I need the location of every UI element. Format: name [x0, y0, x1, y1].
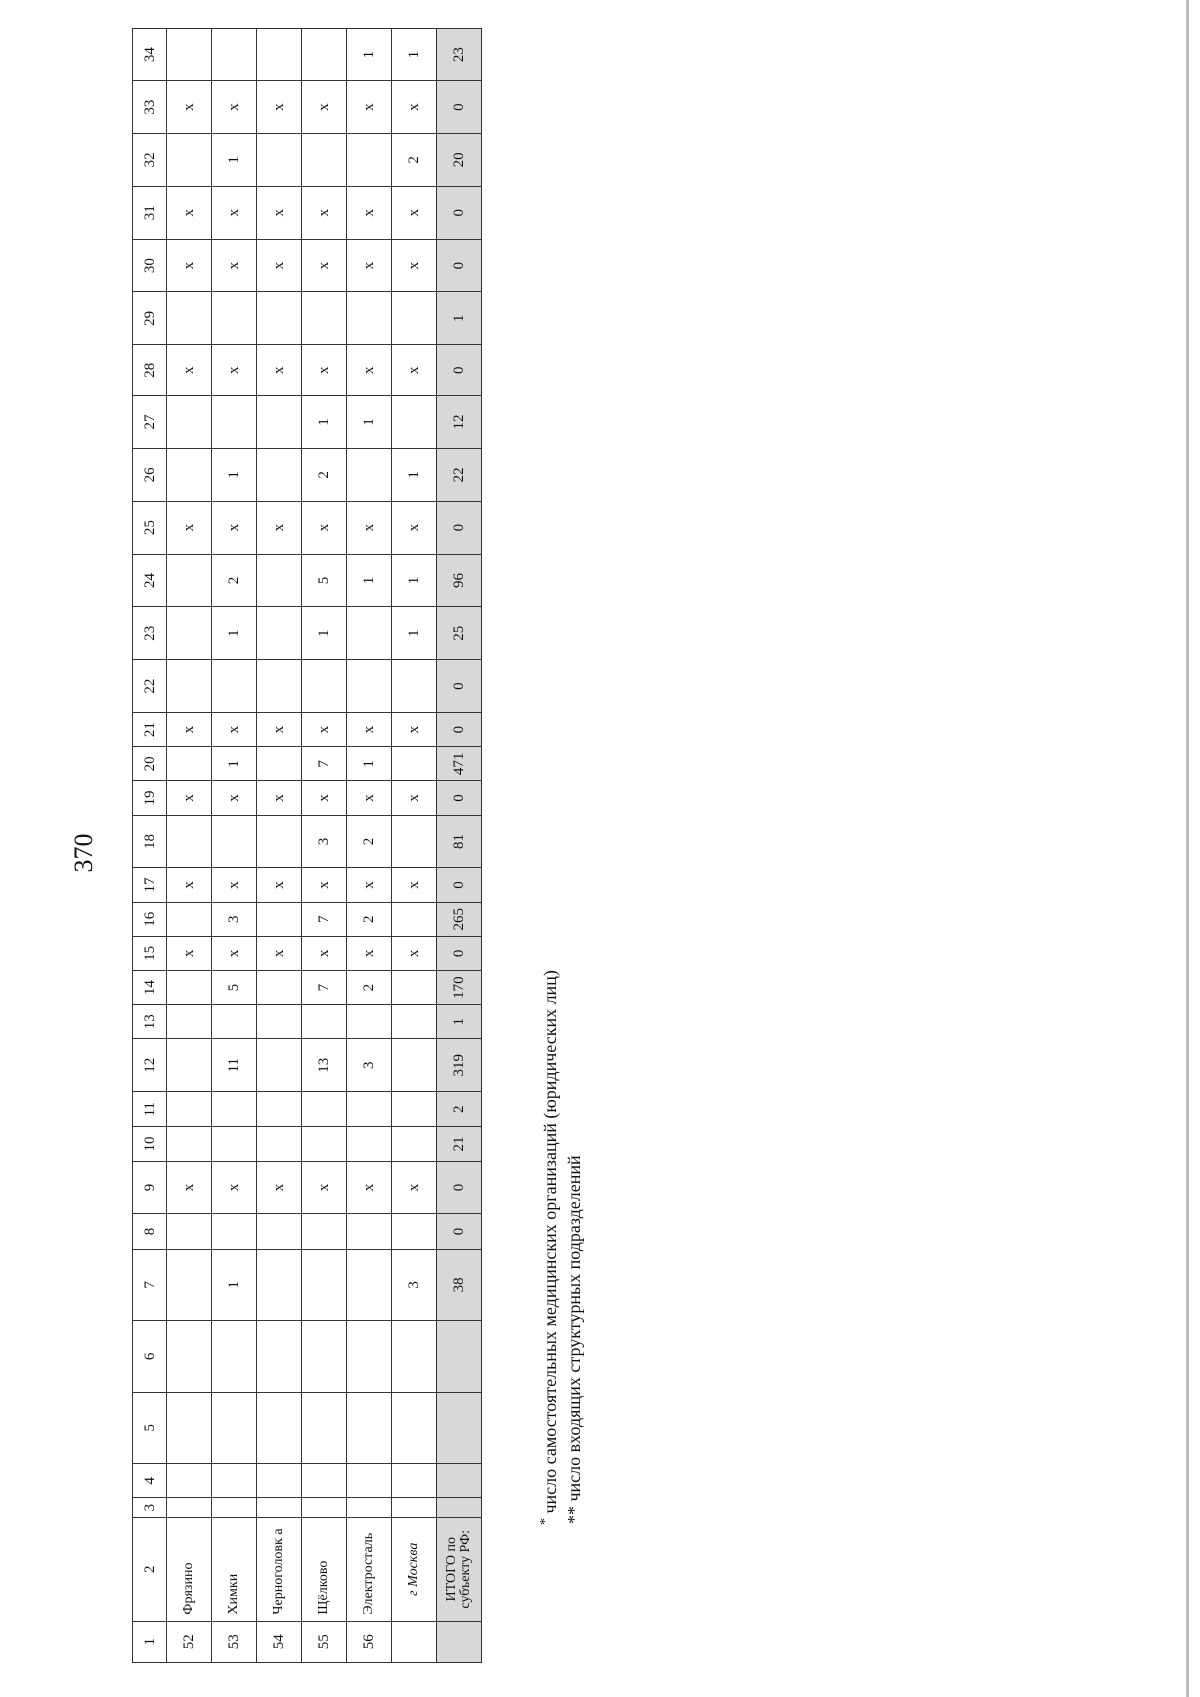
table-cell: x	[302, 868, 347, 902]
table-cell: 1	[347, 396, 392, 449]
table-cell	[212, 1214, 257, 1249]
table-cell	[212, 29, 257, 81]
table-cell: x	[167, 81, 212, 134]
table-cell	[257, 133, 302, 186]
table-cell	[392, 1321, 437, 1392]
table-cell: x	[167, 713, 212, 747]
table-cell	[392, 970, 437, 1004]
table-cell: 33	[133, 81, 167, 134]
table-cell: 0	[437, 81, 482, 134]
table-cell: 53	[212, 1621, 257, 1662]
table-cell: 15	[133, 936, 167, 970]
table-cell: x	[392, 81, 437, 134]
table-row	[302, 29, 347, 1663]
footnote-2	[562, 1155, 586, 1524]
table-cell	[257, 815, 302, 868]
table-cell	[167, 1214, 212, 1249]
table-cell: x	[347, 1161, 392, 1214]
table-cell	[257, 1092, 302, 1127]
table-cell: 0	[437, 345, 482, 396]
table-cell: 3	[392, 1249, 437, 1320]
table-cell	[437, 1498, 482, 1518]
table-cell	[347, 1249, 392, 1320]
table-row	[392, 29, 437, 1663]
table-cell: 1	[347, 554, 392, 607]
table-cell	[167, 1392, 212, 1463]
table-cell: Электросталь	[347, 1517, 392, 1621]
table-cell: x	[257, 781, 302, 815]
rotated-table-wrapper	[132, 28, 482, 1663]
table-cell: 1	[347, 747, 392, 781]
table-row	[347, 29, 392, 1663]
table-cell: x	[167, 501, 212, 554]
table-cell: 14	[133, 970, 167, 1004]
table-cell	[167, 1464, 212, 1498]
table-cell	[392, 292, 437, 345]
table-cell: x	[257, 239, 302, 292]
table-cell: 1	[437, 1005, 482, 1039]
table-cell	[257, 970, 302, 1004]
table-cell: 7	[302, 747, 347, 781]
table-cell	[302, 1321, 347, 1392]
table-cell	[392, 396, 437, 449]
table-cell: 1	[212, 448, 257, 501]
table-cell	[167, 1092, 212, 1127]
table-cell	[212, 1464, 257, 1498]
table-cell: x	[347, 936, 392, 970]
table-cell	[167, 554, 212, 607]
table-cell: x	[212, 501, 257, 554]
table-cell	[167, 292, 212, 345]
table-cell	[212, 292, 257, 345]
table-cell: 30	[133, 239, 167, 292]
table-cell	[392, 660, 437, 713]
table-cell: Химки	[212, 1517, 257, 1621]
table-cell	[257, 554, 302, 607]
table-cell: x	[212, 936, 257, 970]
table-cell: 170	[437, 970, 482, 1004]
table-cell	[392, 1039, 437, 1092]
table-cell: 12	[133, 1039, 167, 1092]
table-cell	[392, 1005, 437, 1039]
table-cell: 17	[133, 868, 167, 902]
table-cell: 18	[133, 815, 167, 868]
table-cell: x	[302, 501, 347, 554]
table-cell: x	[392, 936, 437, 970]
table-cell	[392, 1464, 437, 1498]
table-cell	[347, 292, 392, 345]
table-cell: 81	[437, 815, 482, 868]
table-cell: x	[257, 345, 302, 396]
table-cell: Щёлково	[302, 1517, 347, 1621]
table-cell: 2	[437, 1092, 482, 1127]
table-cell	[347, 133, 392, 186]
table-cell	[347, 1498, 392, 1518]
table-cell: x	[167, 781, 212, 815]
table-cell	[167, 396, 212, 449]
table-cell: 1	[392, 607, 437, 660]
table-cell	[392, 747, 437, 781]
table-cell: x	[302, 936, 347, 970]
table-header-row	[133, 29, 167, 1663]
table-cell: x	[392, 781, 437, 815]
table-cell: 8	[133, 1214, 167, 1249]
table-cell	[347, 1214, 392, 1249]
table-cell: 0	[437, 713, 482, 747]
table-cell: 319	[437, 1039, 482, 1092]
table-cell: 25	[437, 607, 482, 660]
table-cell: x	[212, 713, 257, 747]
table-cell: x	[257, 501, 302, 554]
table-cell: 0	[437, 501, 482, 554]
table-cell: 7	[302, 902, 347, 936]
table-cell	[302, 292, 347, 345]
table-cell: 5	[133, 1392, 167, 1463]
table-cell: 31	[133, 186, 167, 239]
table-cell: 22	[133, 660, 167, 713]
footnote-1	[534, 970, 562, 1525]
table-cell: 55	[302, 1621, 347, 1662]
table-cell	[302, 660, 347, 713]
table-cell: 29	[133, 292, 167, 345]
table-cell: x	[302, 81, 347, 134]
table-cell: x	[392, 345, 437, 396]
table-cell: 0	[437, 868, 482, 902]
table-cell: 23	[437, 29, 482, 81]
table-cell	[167, 815, 212, 868]
table-cell: x	[392, 501, 437, 554]
table-cell: x	[257, 868, 302, 902]
table-cell: 10	[133, 1127, 167, 1161]
table-cell: 20	[437, 133, 482, 186]
table-cell: x	[347, 868, 392, 902]
table-cell	[392, 815, 437, 868]
table-cell: x	[212, 1161, 257, 1214]
table-cell	[257, 607, 302, 660]
table-cell: 2	[392, 133, 437, 186]
table-cell: 1	[302, 396, 347, 449]
table-cell	[437, 1621, 482, 1662]
table-cell: x	[347, 501, 392, 554]
table-cell: г Москва	[392, 1517, 437, 1621]
table-cell	[347, 1392, 392, 1463]
table-cell	[302, 29, 347, 81]
table-cell: ИТОГО по субъекту РФ:	[437, 1517, 482, 1621]
table-cell	[257, 747, 302, 781]
table-cell: 9	[133, 1161, 167, 1214]
table-cell: 16	[133, 902, 167, 936]
table-cell	[392, 902, 437, 936]
table-cell	[257, 1039, 302, 1092]
table-cell: 3	[133, 1498, 167, 1518]
table-cell	[302, 1092, 347, 1127]
table-cell: 1	[133, 1621, 167, 1662]
table-cell: 1	[392, 29, 437, 81]
table-cell: 2	[347, 970, 392, 1004]
table-cell	[167, 1321, 212, 1392]
table-cell	[302, 1005, 347, 1039]
table-cell: 2	[347, 815, 392, 868]
table-cell: x	[302, 713, 347, 747]
table-cell: 21	[437, 1127, 482, 1161]
table-cell: 1	[212, 133, 257, 186]
table-cell	[347, 1464, 392, 1498]
table-cell: x	[167, 936, 212, 970]
footnote-1-mark: *	[538, 1518, 553, 1525]
table-cell: 3	[347, 1039, 392, 1092]
table-cell: 1	[392, 554, 437, 607]
table-row	[257, 29, 302, 1663]
table-cell: 56	[347, 1621, 392, 1662]
table-cell	[257, 1464, 302, 1498]
table-cell: 23	[133, 607, 167, 660]
table-cell	[257, 660, 302, 713]
table-cell	[167, 1127, 212, 1161]
table-cell	[302, 133, 347, 186]
table-cell	[437, 1464, 482, 1498]
table-cell	[212, 396, 257, 449]
table-cell: 1	[437, 292, 482, 345]
table-cell: 5	[212, 970, 257, 1004]
table-cell: 26	[133, 448, 167, 501]
table-cell	[257, 1214, 302, 1249]
table-cell: x	[347, 713, 392, 747]
table-cell: 96	[437, 554, 482, 607]
table-cell: 1	[212, 747, 257, 781]
table-cell: 27	[133, 396, 167, 449]
table-cell: 34	[133, 29, 167, 81]
table-cell	[347, 1005, 392, 1039]
table-cell	[167, 660, 212, 713]
table-cell	[257, 29, 302, 81]
table-cell	[257, 1392, 302, 1463]
table-cell: 21	[133, 713, 167, 747]
table-cell: 13	[302, 1039, 347, 1092]
table-cell: 25	[133, 501, 167, 554]
table-cell	[257, 1005, 302, 1039]
table-cell: x	[392, 1161, 437, 1214]
table-cell: 0	[437, 1161, 482, 1214]
table-cell: x	[347, 345, 392, 396]
table-row	[212, 29, 257, 1663]
table-cell	[212, 1392, 257, 1463]
table-cell: x	[347, 81, 392, 134]
table-cell: x	[212, 239, 257, 292]
table-cell: 11	[212, 1039, 257, 1092]
table-cell	[392, 1214, 437, 1249]
table-cell	[302, 1392, 347, 1463]
table-cell	[302, 1214, 347, 1249]
table-cell: 1	[212, 1249, 257, 1320]
table-cell	[257, 448, 302, 501]
table-cell: x	[257, 186, 302, 239]
table-cell	[212, 660, 257, 713]
table-cell	[257, 1498, 302, 1518]
table-cell	[302, 1127, 347, 1161]
table-cell	[437, 1392, 482, 1463]
table-cell	[347, 1127, 392, 1161]
table-cell	[392, 1392, 437, 1463]
table-cell	[212, 1127, 257, 1161]
table-cell: 2	[133, 1517, 167, 1621]
table-cell: 13	[133, 1005, 167, 1039]
table-cell: 2	[302, 448, 347, 501]
table-cell: 22	[437, 448, 482, 501]
table-cell: x	[302, 1161, 347, 1214]
table-cell	[167, 29, 212, 81]
table-cell	[167, 448, 212, 501]
table-row	[167, 29, 212, 1663]
table-cell: 0	[437, 239, 482, 292]
table-cell: 7	[133, 1249, 167, 1320]
table-cell: Черноголовк а	[257, 1517, 302, 1621]
table-cell: 265	[437, 902, 482, 936]
table-cell: x	[392, 713, 437, 747]
table-cell	[302, 1464, 347, 1498]
table-cell: x	[167, 186, 212, 239]
table-cell	[167, 747, 212, 781]
table-cell: x	[392, 868, 437, 902]
table-cell: 0	[437, 186, 482, 239]
table-cell: 3	[212, 902, 257, 936]
table-cell: 3	[302, 815, 347, 868]
table-cell	[347, 448, 392, 501]
table-cell	[212, 1498, 257, 1518]
table-cell	[392, 1498, 437, 1518]
page-number: 370	[69, 833, 98, 873]
table-cell: x	[347, 781, 392, 815]
table-cell: x	[212, 81, 257, 134]
table-cell	[212, 1005, 257, 1039]
table-cell: 471	[437, 747, 482, 781]
table-cell: x	[347, 239, 392, 292]
table-cell	[167, 1249, 212, 1320]
table-cell	[167, 1005, 212, 1039]
table-cell: 20	[133, 747, 167, 781]
table-cell	[257, 902, 302, 936]
table-cell	[257, 1321, 302, 1392]
table-cell: 5	[302, 554, 347, 607]
table-cell	[302, 1249, 347, 1320]
table-cell	[257, 1127, 302, 1161]
table-cell: 32	[133, 133, 167, 186]
table-cell	[347, 660, 392, 713]
table-cell: x	[257, 81, 302, 134]
table-cell	[167, 1498, 212, 1518]
table-cell	[302, 1498, 347, 1518]
table-cell	[347, 1321, 392, 1392]
table-cell: x	[302, 345, 347, 396]
table-cell	[347, 607, 392, 660]
table-cell	[167, 970, 212, 1004]
table-cell: 11	[133, 1092, 167, 1127]
table-cell: 12	[437, 396, 482, 449]
table-cell: 1	[212, 607, 257, 660]
table-cell	[437, 1321, 482, 1392]
table-cell	[392, 1092, 437, 1127]
table-cell	[167, 1039, 212, 1092]
table-cell	[167, 607, 212, 660]
table-cell: 2	[212, 554, 257, 607]
table-cell	[212, 815, 257, 868]
table-cell: x	[347, 186, 392, 239]
table-cell: 0	[437, 1214, 482, 1249]
footnote-2-mark: **	[564, 1506, 584, 1524]
table-cell: 0	[437, 781, 482, 815]
table-cell: 52	[167, 1621, 212, 1662]
table-cell: x	[392, 239, 437, 292]
table-cell: x	[302, 781, 347, 815]
table-cell	[257, 1249, 302, 1320]
table-cell: Фрязино	[167, 1517, 212, 1621]
table-cell	[212, 1092, 257, 1127]
table-cell: 4	[133, 1464, 167, 1498]
table-cell: x	[167, 868, 212, 902]
table-cell: 1	[347, 29, 392, 81]
table-cell: x	[167, 239, 212, 292]
footnote-1-text: число самостоятельных медицинских организаций (юридических лиц)	[540, 970, 560, 1514]
table-cell: x	[212, 186, 257, 239]
footnote-2-text: число входящих структурных подразделений	[564, 1155, 584, 1502]
table-cell: x	[257, 713, 302, 747]
table-cell: 38	[437, 1249, 482, 1320]
table-cell: 7	[302, 970, 347, 1004]
table-cell: x	[257, 1161, 302, 1214]
table-cell	[212, 1321, 257, 1392]
table-cell: 6	[133, 1321, 167, 1392]
table-cell: 1	[302, 607, 347, 660]
table-cell: 54	[257, 1621, 302, 1662]
table-cell	[257, 396, 302, 449]
table-cell: x	[167, 345, 212, 396]
table-cell	[257, 292, 302, 345]
table-total-row	[437, 29, 482, 1663]
data-table	[132, 28, 482, 1663]
table-cell: x	[302, 239, 347, 292]
table-cell: x	[257, 936, 302, 970]
table-cell	[392, 1127, 437, 1161]
table-cell	[167, 133, 212, 186]
table-cell	[347, 1092, 392, 1127]
table-cell: x	[302, 186, 347, 239]
table-cell: 19	[133, 781, 167, 815]
table-cell: 0	[437, 936, 482, 970]
table-cell: 24	[133, 554, 167, 607]
table-cell	[167, 902, 212, 936]
table-cell: 28	[133, 345, 167, 396]
table-cell: 0	[437, 660, 482, 713]
table-cell: x	[212, 781, 257, 815]
table-cell: x	[167, 1161, 212, 1214]
table-cell: x	[212, 868, 257, 902]
table-cell: 1	[392, 448, 437, 501]
table-cell: 2	[347, 902, 392, 936]
table-cell	[392, 1621, 437, 1662]
scan-edge-line	[1186, 0, 1189, 1697]
table-cell: x	[392, 186, 437, 239]
table-cell: x	[212, 345, 257, 396]
